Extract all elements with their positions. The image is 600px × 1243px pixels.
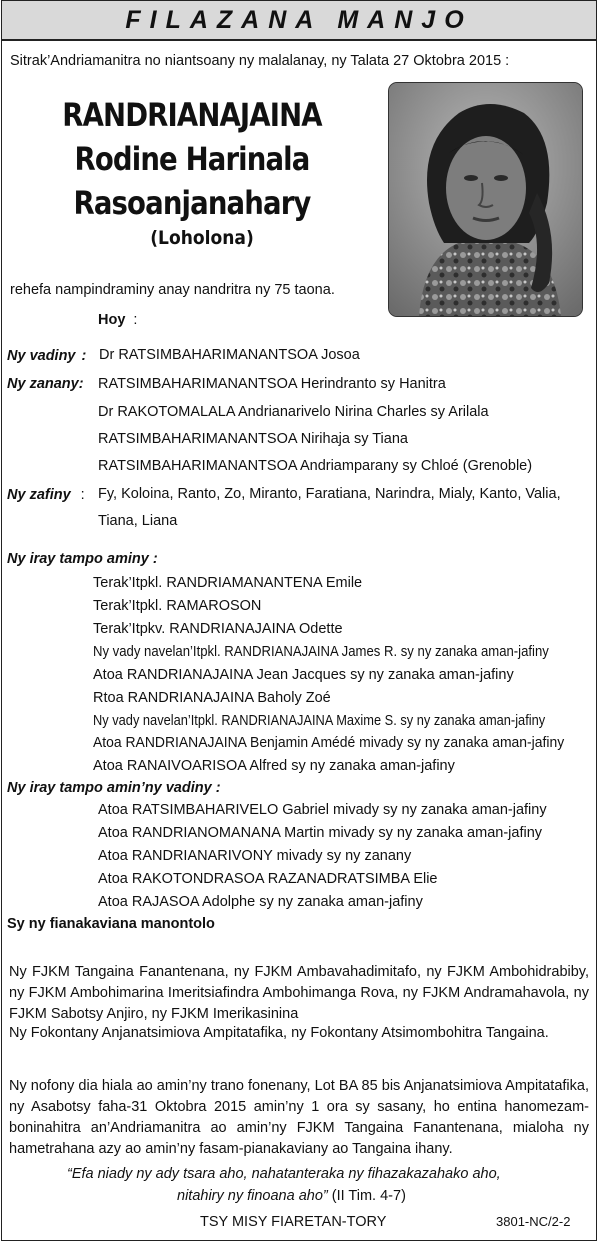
deceased-given-names: Rodine Harinala xyxy=(74,140,310,178)
siblings-line-3: Terak’Itpkv. RANDRIANAJAINA Odette xyxy=(93,621,343,637)
whole-family-line: Sy ny fianakaviana manontolo xyxy=(7,916,215,932)
burial-paragraph: Ny nofony dia hiala ao amin’ny trano fonenany, Lot BA 85 bis Anjanatsimiova Ampitatafika, ny Asabotsy faha-31 Oktobra 2015 amin’ny 1 ora sy sasany, ho entina hanomezam-boninahitra an’Andriamanitra ao amin’ny FJKM Tangaina Fanantenana, mialoha ny hametrahana azy ao amin’ny fasam-pianakaviany ao Tangaina ihany. xyxy=(9,1078,589,1157)
siblings-line-4: Ny vady navelan’Itpkl. RANDRIANAJAINA James R. sy ny zanaka aman-jafiny xyxy=(93,644,549,660)
bible-quote-line-1: “Efa niady ny ady tsara aho, nahatanteraka ny fihazakazahako aho, xyxy=(67,1166,501,1182)
spouse-siblings-line-1: Atoa RATSIMBAHARIVELO Gabriel mivady sy ny zanaka aman-jafiny xyxy=(98,802,547,818)
footer-code: 3801-NC/2-2 xyxy=(496,1214,571,1229)
deceased-maiden-name: Rasoanjanahary xyxy=(73,184,311,222)
portrait-image xyxy=(389,83,582,316)
bible-quote-reference: (II Tim. 4-7) xyxy=(327,1188,406,1204)
children-line-3: RATSIMBAHARIMANANTSOA Nirihaja sy Tiana xyxy=(98,431,408,447)
spouse-colon: : xyxy=(81,348,87,364)
spouse-siblings-line-5: Atoa RAJASOA Adolphe sy ny zanaka aman-jafiny xyxy=(98,894,423,910)
siblings-line-2: Terak’Itpkl. RAMAROSON xyxy=(93,598,262,614)
hoy-label xyxy=(98,312,137,328)
footer-note: TSY MISY FIARETAN-TORY xyxy=(200,1214,387,1230)
obituary-notice xyxy=(1,0,597,1241)
spouse-siblings-line-3: Atoa RANDRIANARIVONY mivady sy ny zanany xyxy=(98,848,412,864)
children-line-4: RATSIMBAHARIMANANTSOA Andriamparany sy Chloé (Grenoble) xyxy=(98,458,533,474)
churches-paragraph: Ny FJKM Tangaina Fanantenana, ny FJKM Ambavahadimitafo, ny FJKM Ambohidrabiby, ny FJKM Ambohimarina Imeritsiafindra Ambohimanga Rova, ny FJKM Andramahavola, ny FJKM Sabotsy Anjiro, ny FJKM Imerikasinina xyxy=(9,964,589,1022)
spouse-row xyxy=(7,347,86,365)
children-label: Ny zanany: xyxy=(7,376,84,392)
age-line: rehefa nampindraminy anay nandritra ny 75 taona. xyxy=(10,282,335,298)
siblings-line-9: Atoa RANAIVOARISOA Alfred sy ny zanaka aman-jafiny xyxy=(93,758,455,774)
grandchildren-colon: : xyxy=(80,487,85,503)
grandchildren-line-1: Fy, Koloina, Ranto, Zo, Miranto, Faratiana, Narindra, Mialy, Kanto, Valia, xyxy=(98,486,561,502)
deceased-surname: RANDRIANAJAINA xyxy=(62,96,322,134)
hoy-colon: : xyxy=(133,312,138,328)
hoy-word: Hoy xyxy=(98,312,126,328)
bible-quote-line-2 xyxy=(177,1188,406,1204)
siblings-line-7: Ny vady navelan’Itpkl. RANDRIANAJAINA Maxime S. sy ny zanaka aman-jafiny xyxy=(93,713,546,729)
grandchildren-row xyxy=(7,486,85,504)
grandchildren-label: Ny zafiny xyxy=(7,487,71,503)
spouse-label: Ny vadiny xyxy=(7,348,76,364)
portrait-photo xyxy=(388,82,583,317)
notice-title: FILAZANA MANJO xyxy=(125,5,473,34)
deceased-name-block xyxy=(2,93,382,251)
intro-line: Sitrak’Andriamanitra no niantsoany ny malalanay, ny Talata 27 Oktobra 2015 : xyxy=(10,53,510,69)
siblings-line-8: Atoa RANDRIANAJAINA Benjamin Amédé mivady sy ny zanaka aman-jafiny xyxy=(93,735,565,751)
bible-quote-text: nitahiry ny finoana aho” xyxy=(177,1188,328,1204)
spouse-siblings-label: Ny iray tampo amin’ny vadiny : xyxy=(7,780,221,796)
notice-title-banner xyxy=(2,1,596,41)
grandchildren-line-2: Tiana, Liana xyxy=(98,513,178,529)
siblings-line-1: Terak’Itpkl. RANDRIAMANANTENA Emile xyxy=(93,575,363,591)
spouse-siblings-line-2: Atoa RANDRIANOMANANA Martin mivady sy ny zanaka aman-jafiny xyxy=(98,825,543,841)
siblings-label: Ny iray tampo aminy : xyxy=(7,551,158,567)
fokontany-line: Ny Fokontany Anjanatsimiova Ampitatafika, ny Fokontany Atsimombohitra Tangaina. xyxy=(9,1025,549,1041)
deceased-nickname: (Loholona) xyxy=(150,227,254,249)
spouse-name: Dr RATSIMBAHARIMANANTSOA Josoa xyxy=(99,347,360,363)
siblings-line-5: Atoa RANDRIANAJAINA Jean Jacques sy ny zanaka aman-jafiny xyxy=(93,667,514,683)
siblings-line-6: Rtoa RANDRIANAJAINA Baholy Zoé xyxy=(93,690,331,706)
children-line-1: RATSIMBAHARIMANANTSOA Herindranto sy Hanitra xyxy=(98,376,446,392)
children-line-2: Dr RAKOTOMALALA Andrianarivelo Nirina Charles sy Arilala xyxy=(98,404,489,420)
spouse-siblings-line-4: Atoa RAKOTONDRASOA RAZANADRATSIMBA Elie xyxy=(98,871,438,887)
